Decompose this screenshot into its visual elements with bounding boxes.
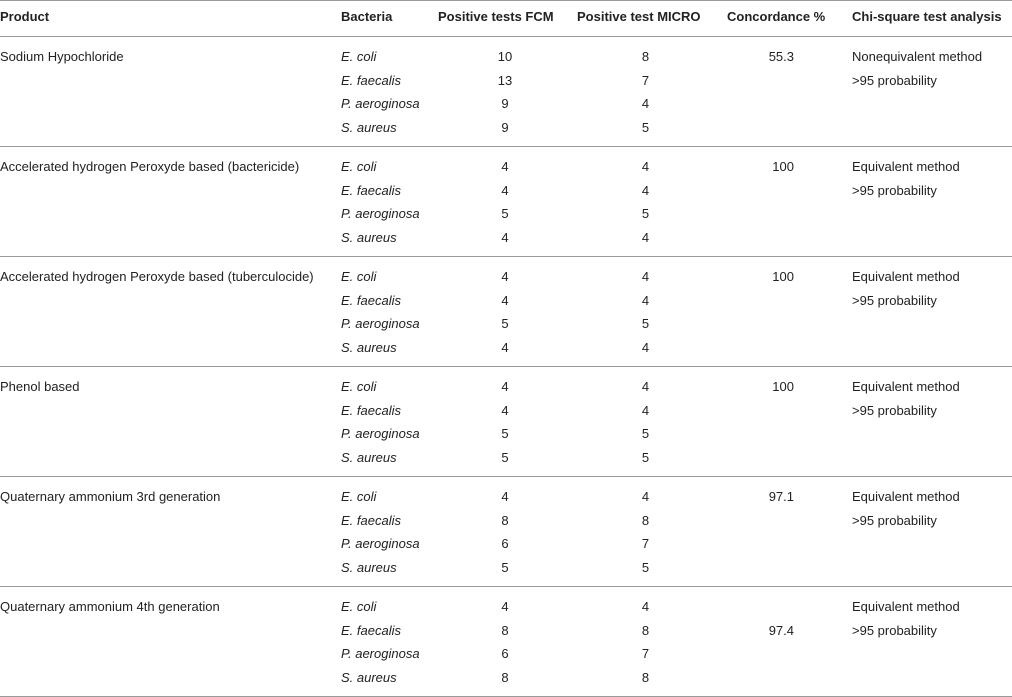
positive-micro-value: 8 [641,623,650,638]
positive-micro-value: 4 [641,599,650,614]
positive-micro-value: 4 [641,379,650,394]
chi-square-probability: >95 probability [852,293,937,308]
chi-square-probability: >95 probability [852,183,937,198]
positive-fcm-value: 6 [501,536,509,551]
product-name: Phenol based [0,379,80,394]
bacteria-name: P. aeroginosa [341,426,420,441]
positive-micro-value: 5 [641,206,650,221]
positive-fcm-value: 5 [501,450,509,465]
positive-fcm-value: 4 [501,599,509,614]
bacteria-name: P. aeroginosa [341,536,420,551]
positive-fcm-value: 4 [501,489,509,504]
positive-micro-value: 8 [641,49,650,64]
positive-micro-value: 5 [641,120,650,135]
product-name: Quaternary ammonium 4th generation [0,599,220,614]
header-positive-fcm: Positive tests FCM [438,9,554,24]
positive-micro-value: 5 [641,560,650,575]
header-bacteria: Bacteria [341,9,393,24]
positive-fcm-value: 9 [501,120,509,135]
positive-micro-value: 7 [641,73,650,88]
positive-micro-value: 4 [641,293,650,308]
positive-fcm-value: 8 [501,623,509,638]
positive-fcm-value: 13 [497,73,513,88]
chi-square-result: Equivalent method [852,379,960,394]
product-group [0,476,1012,586]
positive-fcm-value: 6 [501,646,509,661]
bacteria-name: S. aureus [341,670,397,685]
positive-fcm-value: 5 [501,560,509,575]
positive-fcm-value: 4 [501,230,509,245]
positive-micro-value: 8 [641,513,650,528]
bacteria-name: E. faecalis [341,293,401,308]
product-group [0,256,1012,366]
bacteria-name: P. aeroginosa [341,316,420,331]
positive-fcm-value: 4 [501,403,509,418]
product-name: Accelerated hydrogen Peroxyde based (bactericide) [0,159,300,174]
bacteria-name: E. faecalis [341,513,401,528]
concordance-value: 97.4 [768,623,794,638]
chi-square-probability: >95 probability [852,73,937,88]
positive-fcm-value: 4 [501,379,509,394]
concordance-value: 100 [772,379,794,394]
positive-fcm-value: 9 [501,96,509,111]
bacteria-name: E. coli [341,379,377,394]
positive-fcm-value: 5 [501,206,509,221]
concordance-value: 100 [772,159,794,174]
positive-micro-value: 8 [641,670,650,685]
product-name: Sodium Hypochloride [0,49,124,64]
chi-square-probability: >95 probability [852,513,937,528]
chi-square-result: Equivalent method [852,599,960,614]
positive-micro-value: 4 [641,96,650,111]
positive-micro-value: 5 [641,426,650,441]
positive-micro-value: 4 [641,230,650,245]
chi-square-probability: >95 probability [852,403,937,418]
concordance-value: 55.3 [768,49,794,64]
positive-micro-value: 4 [641,403,650,418]
chi-square-probability: >95 probability [852,623,937,638]
bacteria-name: E. faecalis [341,403,401,418]
positive-micro-value: 4 [641,340,650,355]
positive-fcm-value: 10 [497,49,513,64]
positive-fcm-value: 5 [501,316,509,331]
bacteria-name: E. faecalis [341,623,401,638]
positive-micro-value: 5 [641,450,650,465]
positive-micro-value: 7 [641,536,650,551]
bacteria-name: E. faecalis [341,183,401,198]
positive-fcm-value: 4 [501,159,509,174]
bacteria-name: S. aureus [341,120,397,135]
header-chi-square: Chi-square test analysis [852,9,1002,24]
product-name: Quaternary ammonium 3rd generation [0,489,221,504]
chi-square-result: Equivalent method [852,489,960,504]
positive-fcm-value: 5 [501,426,509,441]
header-product: Product [0,9,50,24]
positive-micro-value: 4 [641,489,650,504]
positive-micro-value: 7 [641,646,650,661]
bacteria-name: P. aeroginosa [341,206,420,221]
bacteria-name: E. faecalis [341,73,401,88]
positive-micro-value: 4 [641,183,650,198]
bacteria-name: S. aureus [341,560,397,575]
positive-micro-value: 5 [641,316,650,331]
bacteria-name: E. coli [341,489,377,504]
positive-fcm-value: 4 [501,293,509,308]
bacteria-name: P. aeroginosa [341,646,420,661]
positive-fcm-value: 4 [501,340,509,355]
concordance-value: 97.1 [768,489,794,504]
positive-fcm-value: 8 [501,513,509,528]
bacteria-name: E. coli [341,159,377,174]
chi-square-result: Nonequivalent method [852,49,983,64]
positive-micro-value: 4 [641,269,650,284]
product-group [0,586,1012,696]
product-name: Accelerated hydrogen Peroxyde based (tuberculocide) [0,269,314,284]
product-group [0,146,1012,256]
bacteria-name: S. aureus [341,340,397,355]
chi-square-result: Equivalent method [852,269,960,284]
bacteria-name: S. aureus [341,230,397,245]
bacteria-name: E. coli [341,49,377,64]
positive-micro-value: 4 [641,159,650,174]
product-group [0,36,1012,146]
bacteria-name: S. aureus [341,450,397,465]
positive-fcm-value: 4 [501,269,509,284]
positive-fcm-value: 4 [501,183,509,198]
bacteria-name: P. aeroginosa [341,96,420,111]
bacteria-name: E. coli [341,599,377,614]
concordance-value: 100 [772,269,794,284]
header-concordance: Concordance % [727,9,826,24]
header-positive-micro: Positive test MICRO [577,9,701,24]
product-group [0,366,1012,476]
positive-fcm-value: 8 [501,670,509,685]
bacteria-name: E. coli [341,269,377,284]
chi-square-result: Equivalent method [852,159,960,174]
table-header-row [0,0,1012,36]
